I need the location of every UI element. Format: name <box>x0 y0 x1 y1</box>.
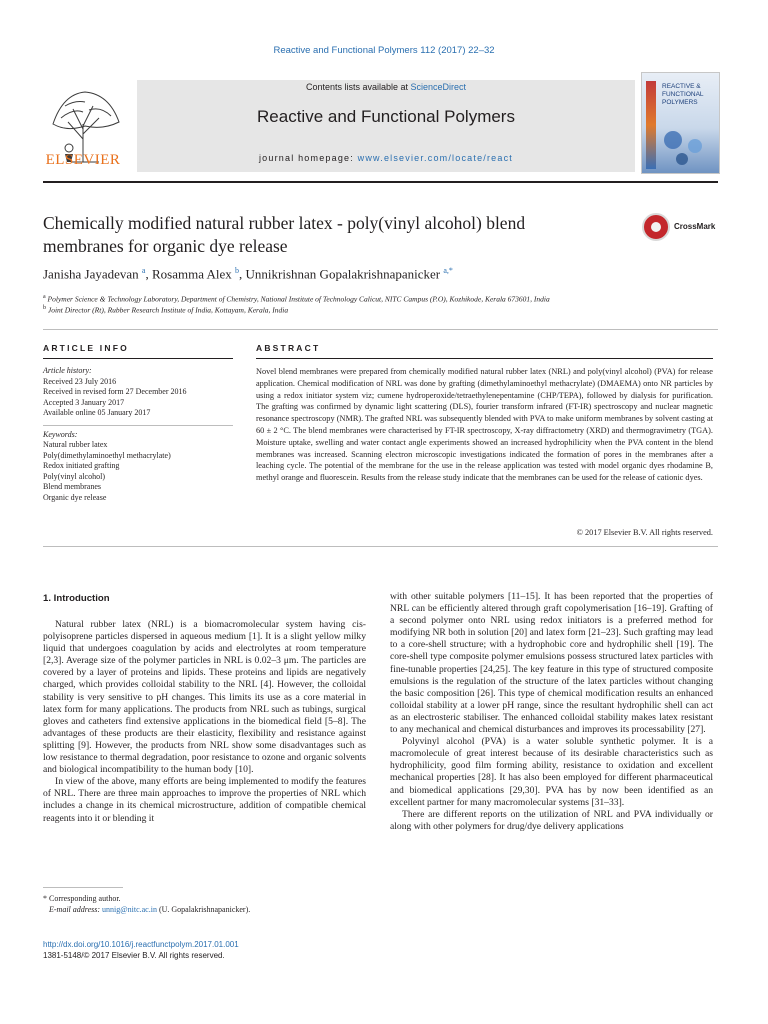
history-entry: Received 23 July 2016 <box>43 376 117 386</box>
keywords-divider <box>43 425 233 426</box>
author-name: Unnikrishnan Gopalakrishnapanicker <box>245 266 441 282</box>
keyword: Organic dye release <box>43 492 107 502</box>
crossmark-label: CrossMark <box>674 222 716 231</box>
corresponding-label: Corresponding author. <box>49 894 121 903</box>
author-name: Janisha Jayadevan <box>43 266 139 282</box>
affiliation-mark: b <box>43 305 46 311</box>
body-paragraph: with other suitable polymers [11–15]. It has been reported that the properties of NRL can be efficiently altered through graft copolymerisation [16–19]. Grafting of a second polymer onto NRL using redox initiators is a preferred method for modifying NR both in solution [20] and latex form [21–23]. Such grafting may lead to a core-shell structure; with a hydrophobic core and hydrophilic shell [19]. The core-shell type composite polymer emulsions possess structured latex particles with fine-tunable properties [24,25]. The key feature in this type of structured composite emulsions is the regulation of the structure of the latex particles without changing the basic composition [26]. This type of chemical modification results an enhanced colloidal stability at a lower pH range, since the resultant hydrophilic shell can act as an electrosteric stabiliser. The enhanced colloidal stability makes latex resistant to any mechanical and chemical disturbances and improves its processability [27]. <box>390 591 713 736</box>
affiliation-text: Joint Director (Rt), Rubber Research Institute of India, Kottayam, Kerala, India <box>47 305 289 315</box>
author-name: Rosamma Alex <box>151 266 232 282</box>
cover-stripe <box>646 81 656 169</box>
footnote-rule <box>43 887 123 888</box>
history-entry: Available online 05 January 2017 <box>43 408 151 417</box>
abstract-copyright: © 2017 Elsevier B.V. All rights reserved. <box>576 528 713 537</box>
keyword: Natural rubber latex <box>43 440 108 449</box>
journal-title: Reactive and Functional Polymers <box>257 107 515 126</box>
left-column <box>43 619 366 825</box>
corresponding-author-note <box>43 893 383 904</box>
article-info <box>43 366 233 503</box>
abstract-rule <box>256 358 713 359</box>
journal-cover-image <box>641 72 720 174</box>
affiliation-text: Polymer Science & Technology Laboratory, Department of Chemistry, National Institute of Technology Calicut, NITC Campus (P.O), Kozhikode, Kerala 673601, India <box>47 294 550 304</box>
author-divider <box>43 329 718 330</box>
history-label: Article history: <box>43 366 92 375</box>
cover-title-line: FUNCTIONAL <box>662 91 704 98</box>
right-column <box>390 591 713 833</box>
abstract-text: Novel blend membranes were prepared from chemically modified natural rubber latex (NRL) and poly(vinyl alcohol) (PVA) for release application. Chemical modification of NRL was done by grafting (dimethylaminoethyl methacrylate) (DMAEMA) onto NR particles by using a redox initiator system viz; cumene hydroperoxide/tetraethylenepentamine (CHP/TEPA), followed by dialysis for purification. The grafting was confirmed by dynamic light scattering (DLS), fourier transform infrared (FT-IR) spectroscopy and nuclear magnetic resonance spectroscopy (NMR). The grafted NRL was subsequently blended with PVA to make uniform membranes by solvent casting at 60 ± 2 °C. The blend membranes were characterised by FT-IR spectroscopy, X-ray diffractometry (XRD) and thermogravimetry (TGA). Moisture uptake, swelling and water contact angle experiments showed an increased hydrophilicity when the PVA content in the blend membranes was increased. Scanning electron microscopic investigations indicated the formation of pores in the membranes after a leaching cycle. The potential of the membrane for the use in the release application was tested with model organic dyes rhodamine B, methyl orange and fluorescein. Results from the release study indicate that the membranes can be used for the release of cationic dyes. <box>256 367 713 483</box>
body-paragraph: In view of the above, many efforts are being implemented to modify the features of NRL. There are three main approaches to improve the properties of NRL which includes a change in its chemical microstructure, addition of compatible chemical reagents into it or blending it <box>43 776 366 824</box>
email-suffix: (U. Gopalakrishnapanicker). <box>156 905 251 914</box>
contents-prefix: Contents lists available at <box>305 82 411 92</box>
keyword: Blend membranes <box>43 482 101 491</box>
article-title: Chemically modified natural rubber latex - poly(vinyl alcohol) blend membranes for organic dye release <box>43 213 526 256</box>
author-affiliation-mark[interactable]: a <box>141 266 146 275</box>
journal-citation[interactable]: Reactive and Functional Polymers 112 (2017) 22–32 <box>273 45 495 56</box>
journal-masthead <box>43 70 718 176</box>
cover-graphic <box>676 153 688 165</box>
history-entry: Accepted 3 January 2017 <box>43 397 125 407</box>
page-footer <box>43 939 383 961</box>
footnote <box>43 893 383 915</box>
cover-graphic <box>664 131 682 149</box>
abstract-divider <box>43 546 718 547</box>
article-info-rule <box>43 358 233 359</box>
abstract-heading: ABSTRACT <box>256 343 321 353</box>
email-label: E-mail address: <box>49 905 103 914</box>
keyword: Poly(dimethylaminoethyl methacrylate) <box>43 450 171 460</box>
footnote-mark: * <box>43 894 47 903</box>
doi-link[interactable]: http://dx.doi.org/10.1016/j.reactfunctpolym.2017.01.001 <box>43 940 239 949</box>
keyword: Redox initiated grafting <box>43 461 120 470</box>
body-paragraph: Polyvinyl alcohol (PVA) is a water soluble synthetic polymer. It is a macromolecule of great interest because of its desirable characteristics such as hydrophilicity, good film forming ability, resistance to oxidation and excellent mechanical properties [28]. It has also been employed for different pharmaceutical and biomedical applications [29,30]. PVA has by now been identified as an excellent partner for many macromolecular systems [31–33]. <box>390 736 713 808</box>
keyword: Poly(vinyl alcohol) <box>43 471 105 481</box>
email-link[interactable]: unnig@nitc.ac.in <box>102 905 157 914</box>
history-entry: Received in revised form 27 December 2016 <box>43 387 187 396</box>
author-affiliation-mark[interactable]: b <box>235 266 240 275</box>
contents-line <box>137 82 635 92</box>
body-paragraph: Natural rubber latex (NRL) is a biomacromolecular system having cis-polyisoprene particles dispersed in aqueous medium [1]. It is a slight yellow milky liquid that undergoes coagulation by acids and electrolytes at room temperature [2,3]. Average size of the polymer particles in NRL is 0.02–3 μm. The particles are covered by a layer of proteins and lipids. These proteins and lipids are negatively charged, which provides colloidal stability to the NRL [4]. However, the colloidal stability is very sensitive to pH changes. This limits its use as a core material in latex form for many applications. The products from NRL such as tubings, surgical gloves and catheters find extensive applications in the biomedical field [5–8]. The advantages of these products are their elasticity, flexibility and resistance against splitting [9]. However, the products from NRL show some disadvantages such as low resistance to thermal degradation, poor resistance to ozone and organic solvents and biological incompatibility to the human body [10]. <box>43 619 366 776</box>
publisher-wordmark: ELSEVIER <box>45 152 121 168</box>
homepage-prefix: journal homepage: <box>258 153 358 163</box>
body-paragraph: There are different reports on the utilization of NRL and PVA individually or along with other polymers for drug/dye delivery applications <box>390 808 713 832</box>
masthead-divider <box>43 181 718 183</box>
section-heading: 1. Introduction <box>43 593 110 604</box>
homepage-link[interactable]: www.elsevier.com/locate/react <box>357 153 513 163</box>
email-line <box>43 904 383 915</box>
issn-copyright: 1381-5148/© 2017 Elsevier B.V. All rights reserved. <box>43 951 225 960</box>
cover-graphic <box>688 139 702 153</box>
affiliation <box>43 303 718 316</box>
cover-title-line: REACTIVE & <box>662 83 701 90</box>
cover-title-line: POLYMERS <box>662 99 698 106</box>
sciencedirect-link[interactable]: ScienceDirect <box>410 82 467 92</box>
affiliation-mark: a <box>43 294 46 300</box>
keywords-label: Keywords: <box>43 429 78 439</box>
crossmark-icon <box>642 213 670 241</box>
crossmark-badge[interactable] <box>642 213 732 245</box>
author-affiliation-mark[interactable]: a,* <box>443 266 453 275</box>
article-info-heading: ARTICLE INFO <box>43 343 129 353</box>
cover-title <box>662 83 704 107</box>
author-list: Janisha Jayadevan $^a$, Rosamma Alex $^b$, Unnikrishnan Gopalakrishnapanicker $^{a,*}$ <box>43 266 453 282</box>
journal-homepage <box>137 153 635 163</box>
